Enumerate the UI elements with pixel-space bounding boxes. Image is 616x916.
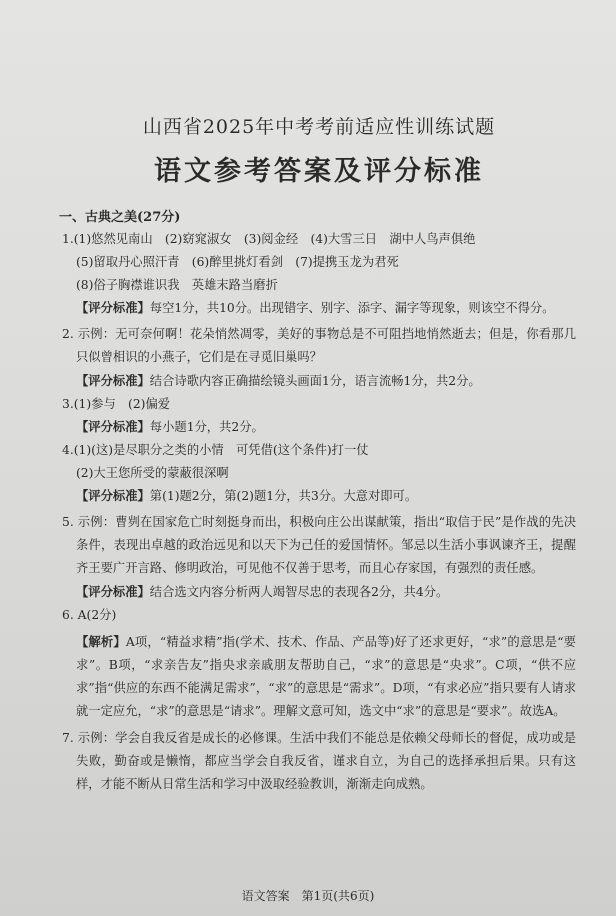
- scoring-label: 【评分标准】: [76, 584, 150, 599]
- scoring-text: 每空1分，共10分。出现错字、别字、添字、漏字等现象，则该空不得分。: [149, 301, 555, 315]
- scoring-text: 结合选文内容分析两人竭智尽忠的表现各2分，共4分。: [149, 585, 449, 599]
- scoring-text: 每小题1分，共2分。: [149, 420, 264, 434]
- exam-title: 山西省2025年中考考前适应性训练试题: [142, 116, 496, 138]
- scoring-text: 第(1)题2分，第(2)题1分，共3分。大意对即可。: [149, 489, 418, 503]
- q6-answer: 6. A(2分): [62, 608, 117, 622]
- q1-scoring: [62, 300, 576, 316]
- q5-answer: 5. 示例：曹刿在国家危亡时刻挺身而出，积极向庄公出谋献策，指出“取信于民”是作战的先决条件，表现出卓越的政治远见和以天下为己任的爱国情怀。邹忌以生活小事讽谏齐王，提醒齐王要广开言路、修明政治，可见他不仅善于思考，而且心存家国，有强烈的责任感。: [62, 515, 576, 575]
- page-footer: 语文答案 第1页(共6页): [241, 889, 375, 903]
- q1-line1: 1.(1)悠然见南山 (2)窈窕淑女 (3)阅金经 (4)大雪三日 湖中人鸟声俱绝: [62, 232, 476, 246]
- analysis-label: 【解析】: [76, 634, 126, 649]
- q6-analysis: [62, 630, 576, 723]
- scoring-label: 【评分标准】: [76, 488, 150, 503]
- scoring-text: 结合诗歌内容正确描绘镜头画面1分，语言流畅1分，共2分。: [149, 374, 481, 388]
- scoring-label: 【评分标准】: [76, 419, 150, 434]
- q4-line1: 4.(1)(这)是尽职分之类的小情 可凭借(这个条件)打一仗: [62, 443, 369, 457]
- q5-scoring: [62, 584, 576, 600]
- q1-line3: (8)俗子胸襟谁识我 英雄末路当磨折: [76, 278, 278, 292]
- analysis-text: A项，“精益求精”指(学术、技术、作品、产品等)好了还求更好，“求”的意思是“要求”。B项，“求亲告友”指央求亲戚朋友帮助自己，“求”的意思是“央求”。C项，“供不应求”指“供应的东西不能满足需求”，“求”的意思是“需求”。D项，“有求必应”指只要有人请求就一定应允，“求”的意思是“请求”。理解文意可知，选文中“求”的意思是“要求”。故选A。: [76, 635, 576, 718]
- q3-scoring: [62, 419, 576, 435]
- scoring-label: 【评分标准】: [76, 373, 150, 388]
- q3-answer: 3.(1)参与 (2)偏爱: [62, 397, 171, 411]
- q2-scoring: [62, 373, 576, 389]
- q4-scoring: [62, 488, 576, 504]
- scoring-label: 【评分标准】: [76, 300, 150, 315]
- q2-answer: 2. 示例：无可奈何啊！花朵悄然凋零，美好的事物总是不可阻挡地悄然逝去；但是，你看那几只似曾相识的小燕子，它们是在寻觅旧巢吗？: [62, 327, 576, 364]
- q7-answer: 7. 示例：学会自我反省是成长的必修课。生活中我们不能总是依赖父母师长的督促，成功或是失败，勤奋或是懒惰，都应当学会自我反省，谨求自立，为自己的选择承担后果。只有这样，才能不断从日常生活和学习中汲取经验教训，渐渐走向成熟。: [62, 731, 576, 791]
- q4-line2: (2)大王您所受的蒙蔽很深啊: [76, 466, 229, 480]
- q1-line2: (5)留取丹心照汗青 (6)醉里挑灯看剑 (7)提携玉龙为君死: [76, 255, 399, 269]
- section-heading: 一、古典之美(27分): [59, 210, 181, 225]
- answer-key-title: 语文参考答案及评分标准: [154, 156, 484, 187]
